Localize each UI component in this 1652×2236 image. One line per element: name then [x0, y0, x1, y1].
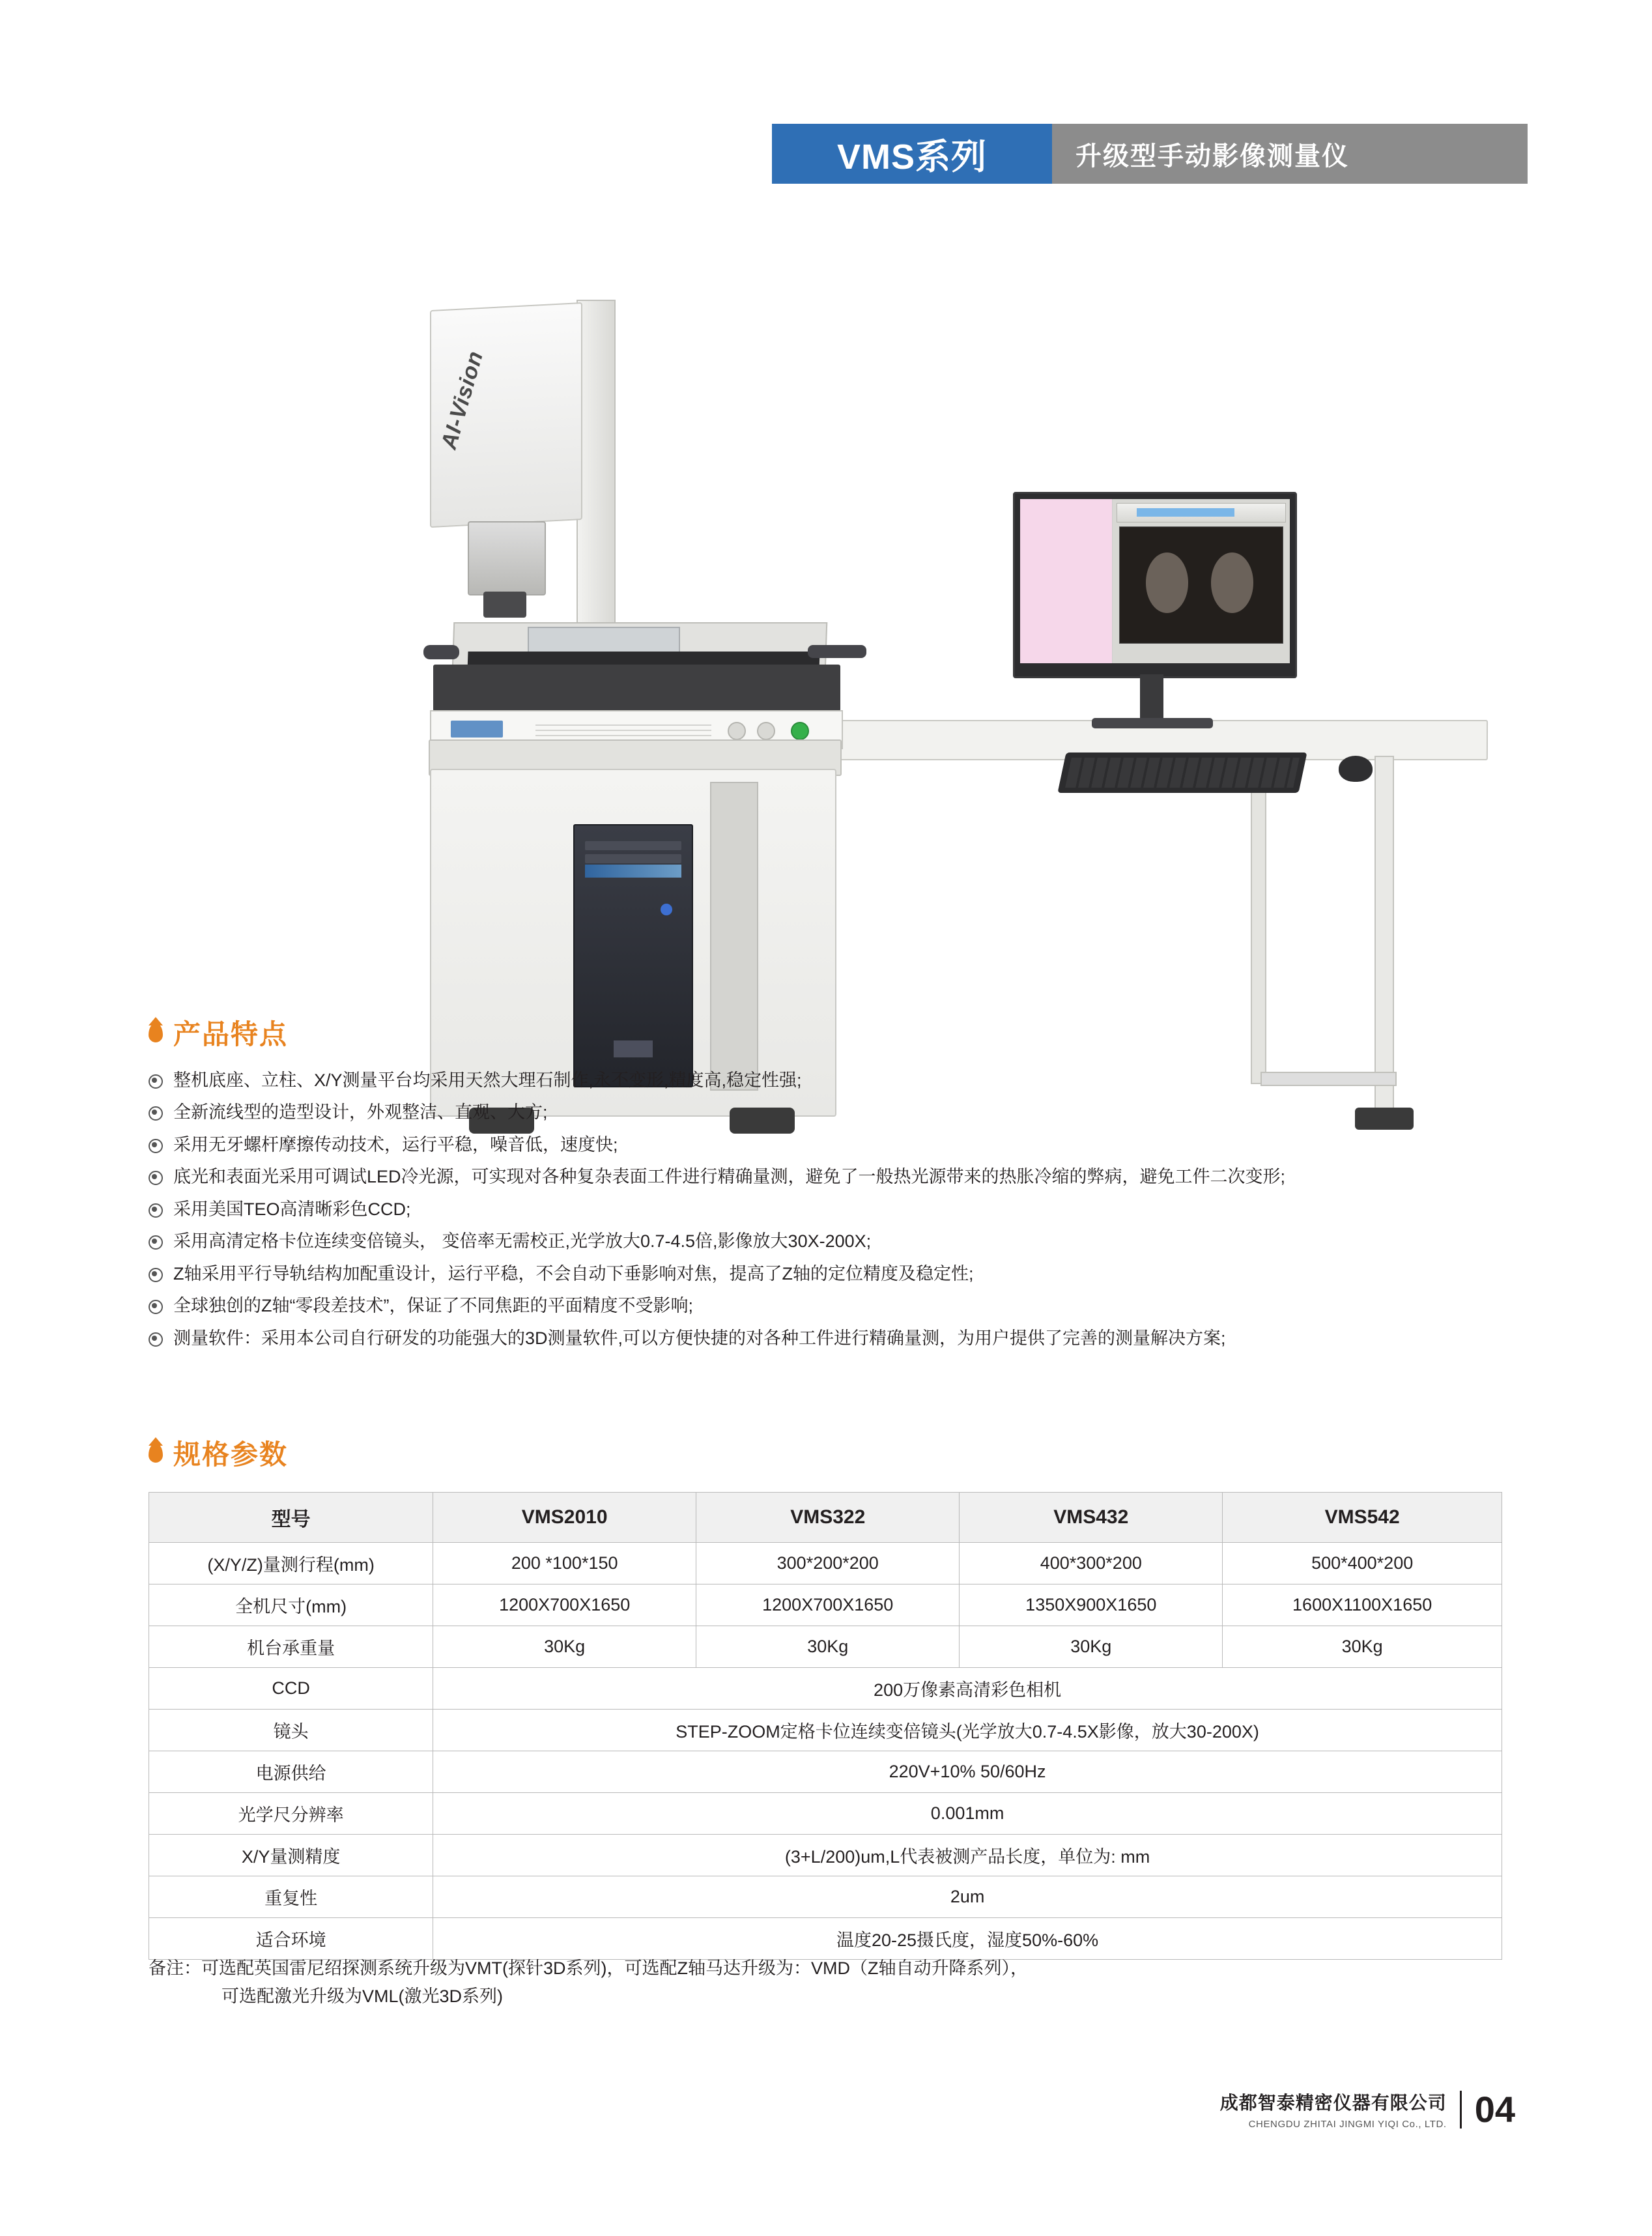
panel-button-2 [757, 722, 775, 740]
list-item [149, 1262, 1530, 1285]
bullet-icon [149, 1268, 163, 1282]
specs-note [149, 1955, 1530, 2011]
row-value: 30Kg [433, 1626, 696, 1668]
monitor-stand-base [1092, 718, 1213, 728]
row-value: 300*200*200 [696, 1543, 960, 1584]
footer [1220, 2088, 1515, 2130]
header-series-block [772, 124, 1052, 184]
list-item [149, 1197, 1530, 1221]
row-label: 适合环境 [149, 1918, 433, 1960]
row-value: 1350X900X1650 [960, 1584, 1223, 1626]
feature-text: 采用美国TEO高清晰彩色CCD; [173, 1199, 411, 1219]
stage-knob-right [808, 645, 866, 658]
table-header-cell: VMS2010 [433, 1493, 696, 1543]
pc-front-strip [585, 865, 681, 878]
panel-logo [451, 721, 503, 738]
panel-button-1 [728, 722, 746, 740]
machine-brand-label: AI-Vision [436, 348, 489, 452]
row-value: 30Kg [696, 1626, 960, 1668]
feature-text: Z轴采用平行导轨结构加配重设计，运行平稳，不会自动下垂影响对焦，提高了Z轴的定位精度及稳定性; [173, 1263, 974, 1283]
page-number: 04 [1474, 2089, 1515, 2130]
software-panel-main [1113, 499, 1290, 663]
feature-text: 全新流线型的造型设计，外观整洁、直观、大方; [173, 1102, 548, 1123]
droplet-icon [149, 1023, 163, 1042]
row-value: 30Kg [1223, 1626, 1502, 1668]
bullet-icon [149, 1332, 163, 1347]
software-toolbar-bar [1137, 508, 1234, 517]
mouse [1339, 756, 1373, 782]
monitor [1013, 492, 1297, 678]
bullet-icon [149, 1235, 163, 1250]
features-heading [149, 1013, 288, 1052]
bullet-icon [149, 1139, 163, 1153]
footer-company-en: CHENGDU ZHITAI JINGMI YIQI Co., LTD. [1248, 2119, 1447, 2130]
stage-knob-left [423, 645, 459, 659]
footer-divider [1460, 2091, 1462, 2128]
table-header-row [149, 1493, 1502, 1543]
granite-base [433, 665, 840, 711]
list-item [149, 1165, 1530, 1188]
header-series-label: VMS系列 [836, 137, 988, 177]
row-value: 1600X1100X1650 [1223, 1584, 1502, 1626]
software-panel-left [1020, 499, 1113, 663]
specs-title: 规格参数 [173, 1439, 289, 1470]
specs-note-line1: 备注：可选配英国雷尼绍探测系统升级为VMT(探针3D系列)，可选配Z轴马达升级为：VMD（Z轴自动升降系列）， [149, 1958, 1028, 1978]
machine-column [577, 300, 616, 641]
panel-label-strip [535, 721, 711, 736]
bullet-icon [149, 1171, 163, 1185]
product-photo [313, 195, 1420, 958]
feature-text: 采用无牙螺杆摩擦传动技术，运行平稳，噪音低，速度快; [173, 1134, 618, 1154]
row-value: 1200X700X1650 [433, 1584, 696, 1626]
row-value: (3+L/200)um,L代表被测产品长度，单位为: mm [433, 1835, 1502, 1876]
machine-zoom-lens [468, 521, 546, 595]
table-row [149, 1626, 1502, 1668]
bullet-icon [149, 1203, 163, 1218]
specs-heading [149, 1433, 288, 1472]
software-toolbar [1117, 503, 1286, 523]
specs-note-line2: 可选配激光升级为VML(激光3D系列) [221, 1986, 504, 2007]
bullet-icon [149, 1300, 163, 1314]
software-camera-view [1119, 526, 1283, 644]
row-label: 镜头 [149, 1710, 433, 1751]
monitor-stand-neck [1140, 674, 1163, 721]
row-value: 30Kg [960, 1626, 1223, 1668]
bullet-icon [149, 1074, 163, 1089]
table-row [149, 1668, 1502, 1710]
specs-table [149, 1492, 1502, 1960]
workbench-leg-right [1374, 756, 1394, 1120]
features-list [149, 1068, 1530, 1358]
footer-company [1220, 2089, 1447, 2130]
specs-table-wrapper [149, 1492, 1502, 1960]
feature-text: 采用高清定格卡位连续变倍镜头， 变倍率无需校正,光学放大0.7-4.5倍,影像放大30X-200X; [173, 1231, 872, 1252]
table-header-cell: VMS542 [1223, 1493, 1502, 1543]
keyboard-keys [1065, 758, 1300, 788]
row-value: STEP-ZOOM定格卡位连续变倍镜头(光学放大0.7-4.5X影像，放大30-200X) [433, 1710, 1502, 1751]
feature-text: 整机底座、立柱、X/Y测量平台均采用天然大理石制作,永不变形,精度高,稳定性强; [173, 1070, 802, 1090]
table-header-cell: VMS322 [696, 1493, 960, 1543]
row-label: X/Y量测精度 [149, 1835, 433, 1876]
table-row [149, 1918, 1502, 1960]
table-row [149, 1710, 1502, 1751]
row-value: 200万像素高清彩色相机 [433, 1668, 1502, 1710]
droplet-icon [149, 1443, 163, 1463]
feature-text: 全球独创的Z轴“零段差技术”，保证了不同焦距的平面精度不受影响; [173, 1296, 693, 1316]
list-item [149, 1294, 1530, 1317]
row-value: 220V+10% 50/60Hz [433, 1751, 1502, 1793]
cabinet-side-panel [710, 782, 758, 1091]
keyboard [1057, 752, 1307, 793]
row-label: 重复性 [149, 1876, 433, 1918]
list-item [149, 1068, 1530, 1092]
list-item [149, 1100, 1530, 1124]
row-value: 温度20-25摄氏度，湿度50%-60% [433, 1918, 1502, 1960]
bullet-icon [149, 1106, 163, 1121]
row-label: 全机尺寸(mm) [149, 1584, 433, 1626]
row-label: 机台承重量 [149, 1626, 433, 1668]
workpiece-blob-right [1211, 552, 1253, 613]
table-row [149, 1751, 1502, 1793]
list-item [149, 1326, 1530, 1350]
row-value: 0.001mm [433, 1793, 1502, 1835]
row-label: (X/Y/Z)量测行程(mm) [149, 1543, 433, 1584]
panel-power-button [791, 722, 809, 740]
row-value: 200 *100*150 [433, 1543, 696, 1584]
row-label: CCD [149, 1668, 433, 1710]
pc-logo [614, 1040, 653, 1057]
pc-power-button [661, 904, 672, 915]
table-row [149, 1584, 1502, 1626]
workpiece-blob-left [1146, 552, 1188, 613]
footer-company-cn: 成都智泰精密仪器有限公司 [1219, 2093, 1447, 2113]
row-label: 光学尺分辨率 [149, 1793, 433, 1835]
feature-text: 测量软件：采用本公司自行研发的功能强大的3D测量软件,可以方便快捷的对各种工件进行精确量测，为用户提供了完善的测量解决方案; [173, 1328, 1226, 1348]
pc-tower [573, 824, 693, 1087]
row-label: 电源供给 [149, 1751, 433, 1793]
pc-drive-bay-2 [585, 854, 681, 863]
table-row [149, 1543, 1502, 1584]
table-header-cell: 型号 [149, 1493, 433, 1543]
row-value: 1200X700X1650 [696, 1584, 960, 1626]
header-banner [772, 124, 1528, 184]
features-title: 产品特点 [173, 1019, 289, 1050]
workbench-leg-inner [1251, 756, 1266, 1084]
row-value: 2um [433, 1876, 1502, 1918]
machine-lens-barrel [483, 592, 526, 618]
list-item [149, 1229, 1530, 1253]
feature-text: 底光和表面光采用可调试LED冷光源，可实现对各种复杂表面工件进行精确量测，避免了一般热光源带来的热胀冷缩的弊病，避免工件二次变形; [173, 1167, 1286, 1187]
list-item [149, 1133, 1530, 1156]
table-row [149, 1793, 1502, 1835]
monitor-screen [1020, 499, 1290, 663]
header-subtitle-block [1052, 124, 1528, 184]
table-header-cell: VMS432 [960, 1493, 1223, 1543]
table-row [149, 1876, 1502, 1918]
pc-drive-bay-1 [585, 841, 681, 850]
row-value: 500*400*200 [1223, 1543, 1502, 1584]
table-row [149, 1835, 1502, 1876]
header-subtitle-label: 升级型手动影像测量仪 [1075, 141, 1349, 171]
row-value: 400*300*200 [960, 1543, 1223, 1584]
